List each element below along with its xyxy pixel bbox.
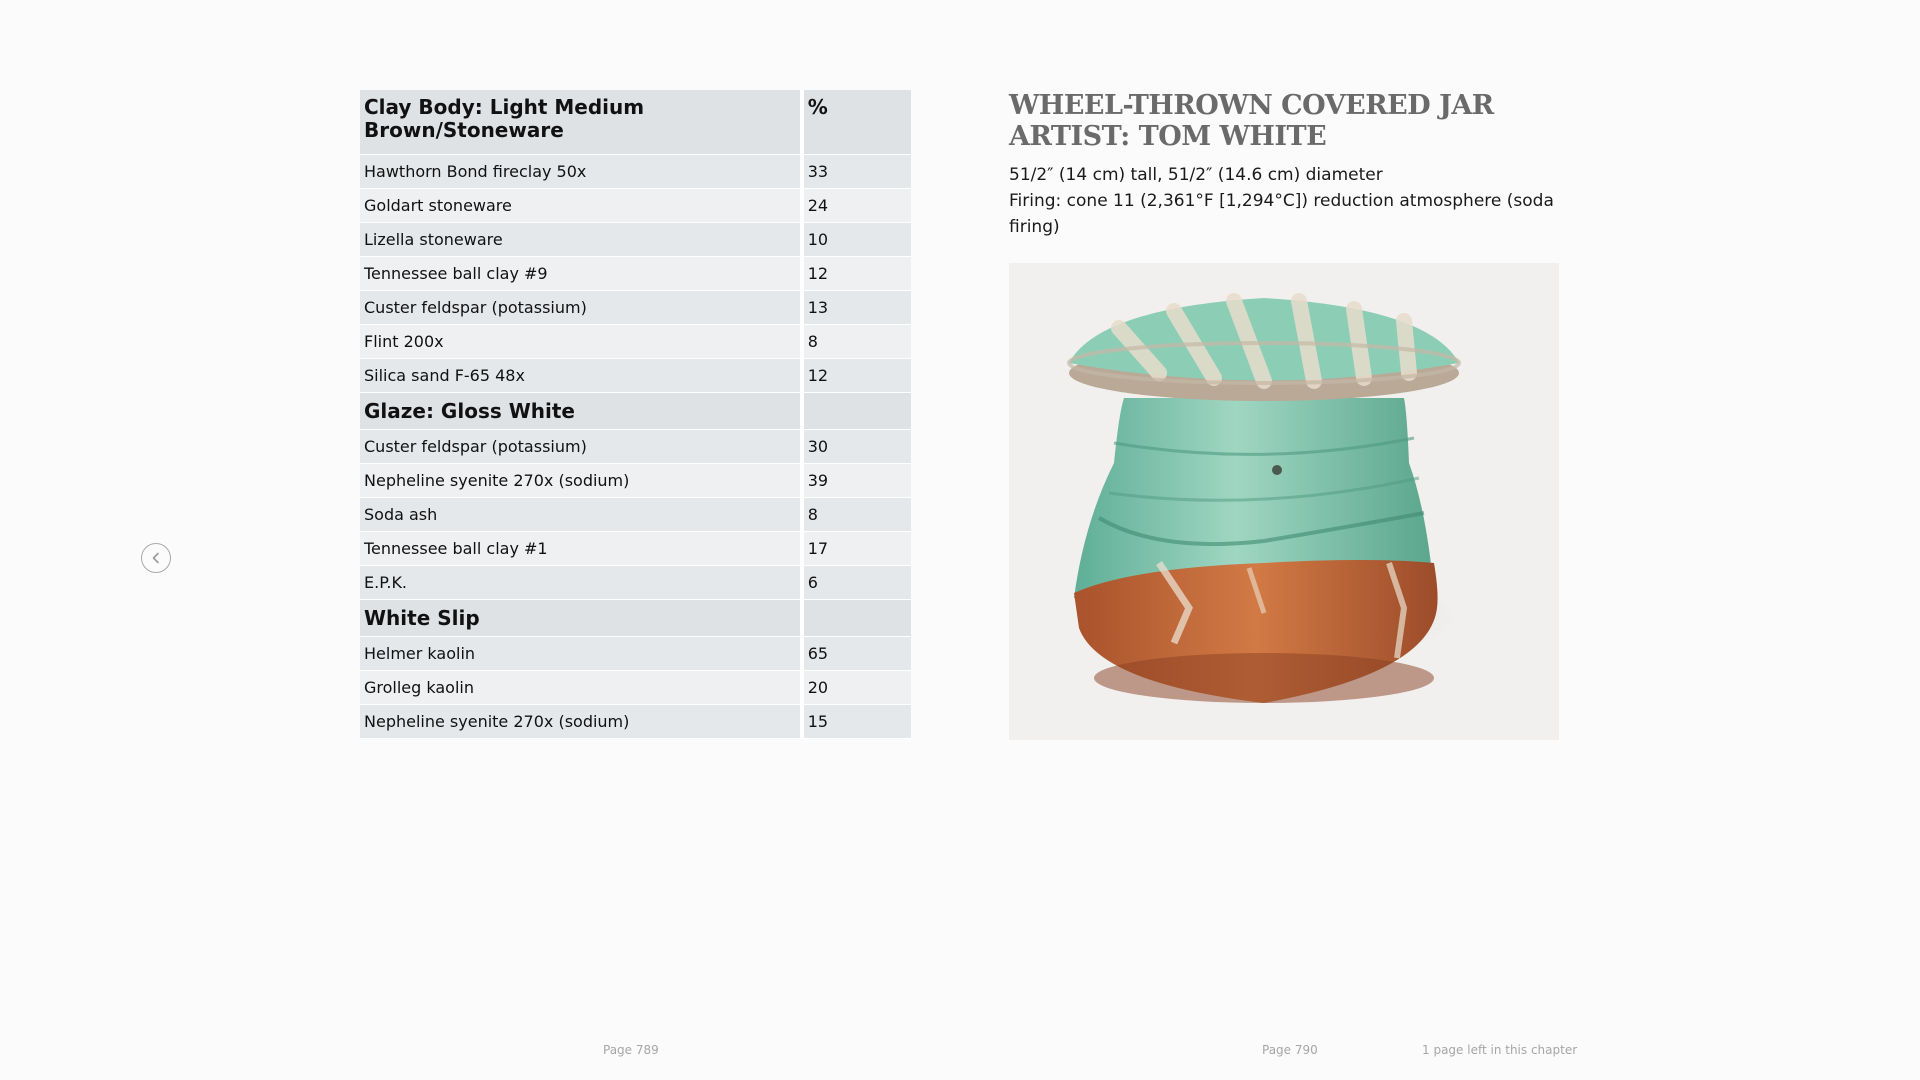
table-row — [360, 637, 911, 671]
ingredient-value: 33 — [804, 155, 911, 189]
section-header-glaze — [360, 393, 911, 430]
ingredient-name: Custer feldspar (potassium) — [360, 291, 804, 325]
ingredient-name: Goldart stoneware — [360, 189, 804, 223]
recipe-table — [360, 90, 911, 739]
piece-firing: Firing: cone 11 (2,361°F [1,294°C]) reduction atmosphere (soda firing) — [1009, 191, 1554, 237]
ingredient-name: Silica sand F-65 48x — [360, 359, 804, 393]
ingredient-value: 10 — [804, 223, 911, 257]
piece-info — [1009, 90, 1560, 240]
section-title: Glaze: Gloss White — [360, 393, 804, 430]
table-row — [360, 325, 911, 359]
ingredient-name: Helmer kaolin — [360, 637, 804, 671]
ingredient-value: 8 — [804, 498, 911, 532]
previous-page-button[interactable] — [141, 543, 171, 573]
table-row — [360, 223, 911, 257]
ingredient-value: 13 — [804, 291, 911, 325]
ingredient-value: 8 — [804, 325, 911, 359]
ingredient-name: Lizella stoneware — [360, 223, 804, 257]
ingredient-value: 39 — [804, 464, 911, 498]
ingredient-name: Hawthorn Bond fireclay 50x — [360, 155, 804, 189]
ingredient-name: Nepheline syenite 270x (sodium) — [360, 464, 804, 498]
ingredient-value: 24 — [804, 189, 911, 223]
right-page-number: Page 790 — [1262, 1043, 1318, 1057]
piece-title-line1: WHEEL-THROWN COVERED JAR — [1009, 90, 1494, 121]
ingredient-value: 65 — [804, 637, 911, 671]
section-header-white-slip — [360, 600, 911, 637]
table-row — [360, 566, 911, 600]
percent-header: % — [804, 90, 911, 155]
ingredient-name: E.P.K. — [360, 566, 804, 600]
table-row — [360, 498, 911, 532]
piece-details — [1009, 162, 1560, 240]
covered-jar-illustration — [1009, 263, 1559, 740]
table-row — [360, 705, 911, 739]
table-row — [360, 532, 911, 566]
table-row — [360, 430, 911, 464]
section-unit — [804, 393, 911, 430]
piece-dimensions: 51/2″ (14 cm) tall, 51/2″ (14.6 cm) diameter — [1009, 165, 1383, 185]
section-header-clay-body — [360, 90, 911, 155]
chevron-left-icon — [150, 552, 162, 564]
table-row — [360, 359, 911, 393]
table-row — [360, 257, 911, 291]
ingredient-value: 15 — [804, 705, 911, 739]
ingredient-name: Tennessee ball clay #1 — [360, 532, 804, 566]
section-unit — [804, 600, 911, 637]
ingredient-value: 12 — [804, 257, 911, 291]
ingredient-name: Flint 200x — [360, 325, 804, 359]
table-row — [360, 189, 911, 223]
table-row — [360, 671, 911, 705]
left-page-number: Page 789 — [603, 1043, 659, 1057]
ingredient-name: Tennessee ball clay #9 — [360, 257, 804, 291]
ingredient-value: 6 — [804, 566, 911, 600]
ingredient-value: 12 — [804, 359, 911, 393]
section-title: Clay Body: Light Medium Brown/Stoneware — [360, 90, 804, 155]
table-row — [360, 155, 911, 189]
table-row — [360, 464, 911, 498]
piece-title-line2: ARTIST: TOM WHITE — [1009, 121, 1327, 152]
ingredient-name: Soda ash — [360, 498, 804, 532]
ingredient-name: Nepheline syenite 270x (sodium) — [360, 705, 804, 739]
ingredient-value: 17 — [804, 532, 911, 566]
ingredient-name: Custer feldspar (potassium) — [360, 430, 804, 464]
chapter-pages-remaining: 1 page left in this chapter — [1422, 1043, 1578, 1057]
section-title: White Slip — [360, 600, 804, 637]
covered-jar-photo — [1009, 263, 1559, 740]
ingredient-value: 30 — [804, 430, 911, 464]
piece-title — [1009, 90, 1560, 152]
table-row — [360, 291, 911, 325]
ingredient-name: Grolleg kaolin — [360, 671, 804, 705]
ingredient-value: 20 — [804, 671, 911, 705]
